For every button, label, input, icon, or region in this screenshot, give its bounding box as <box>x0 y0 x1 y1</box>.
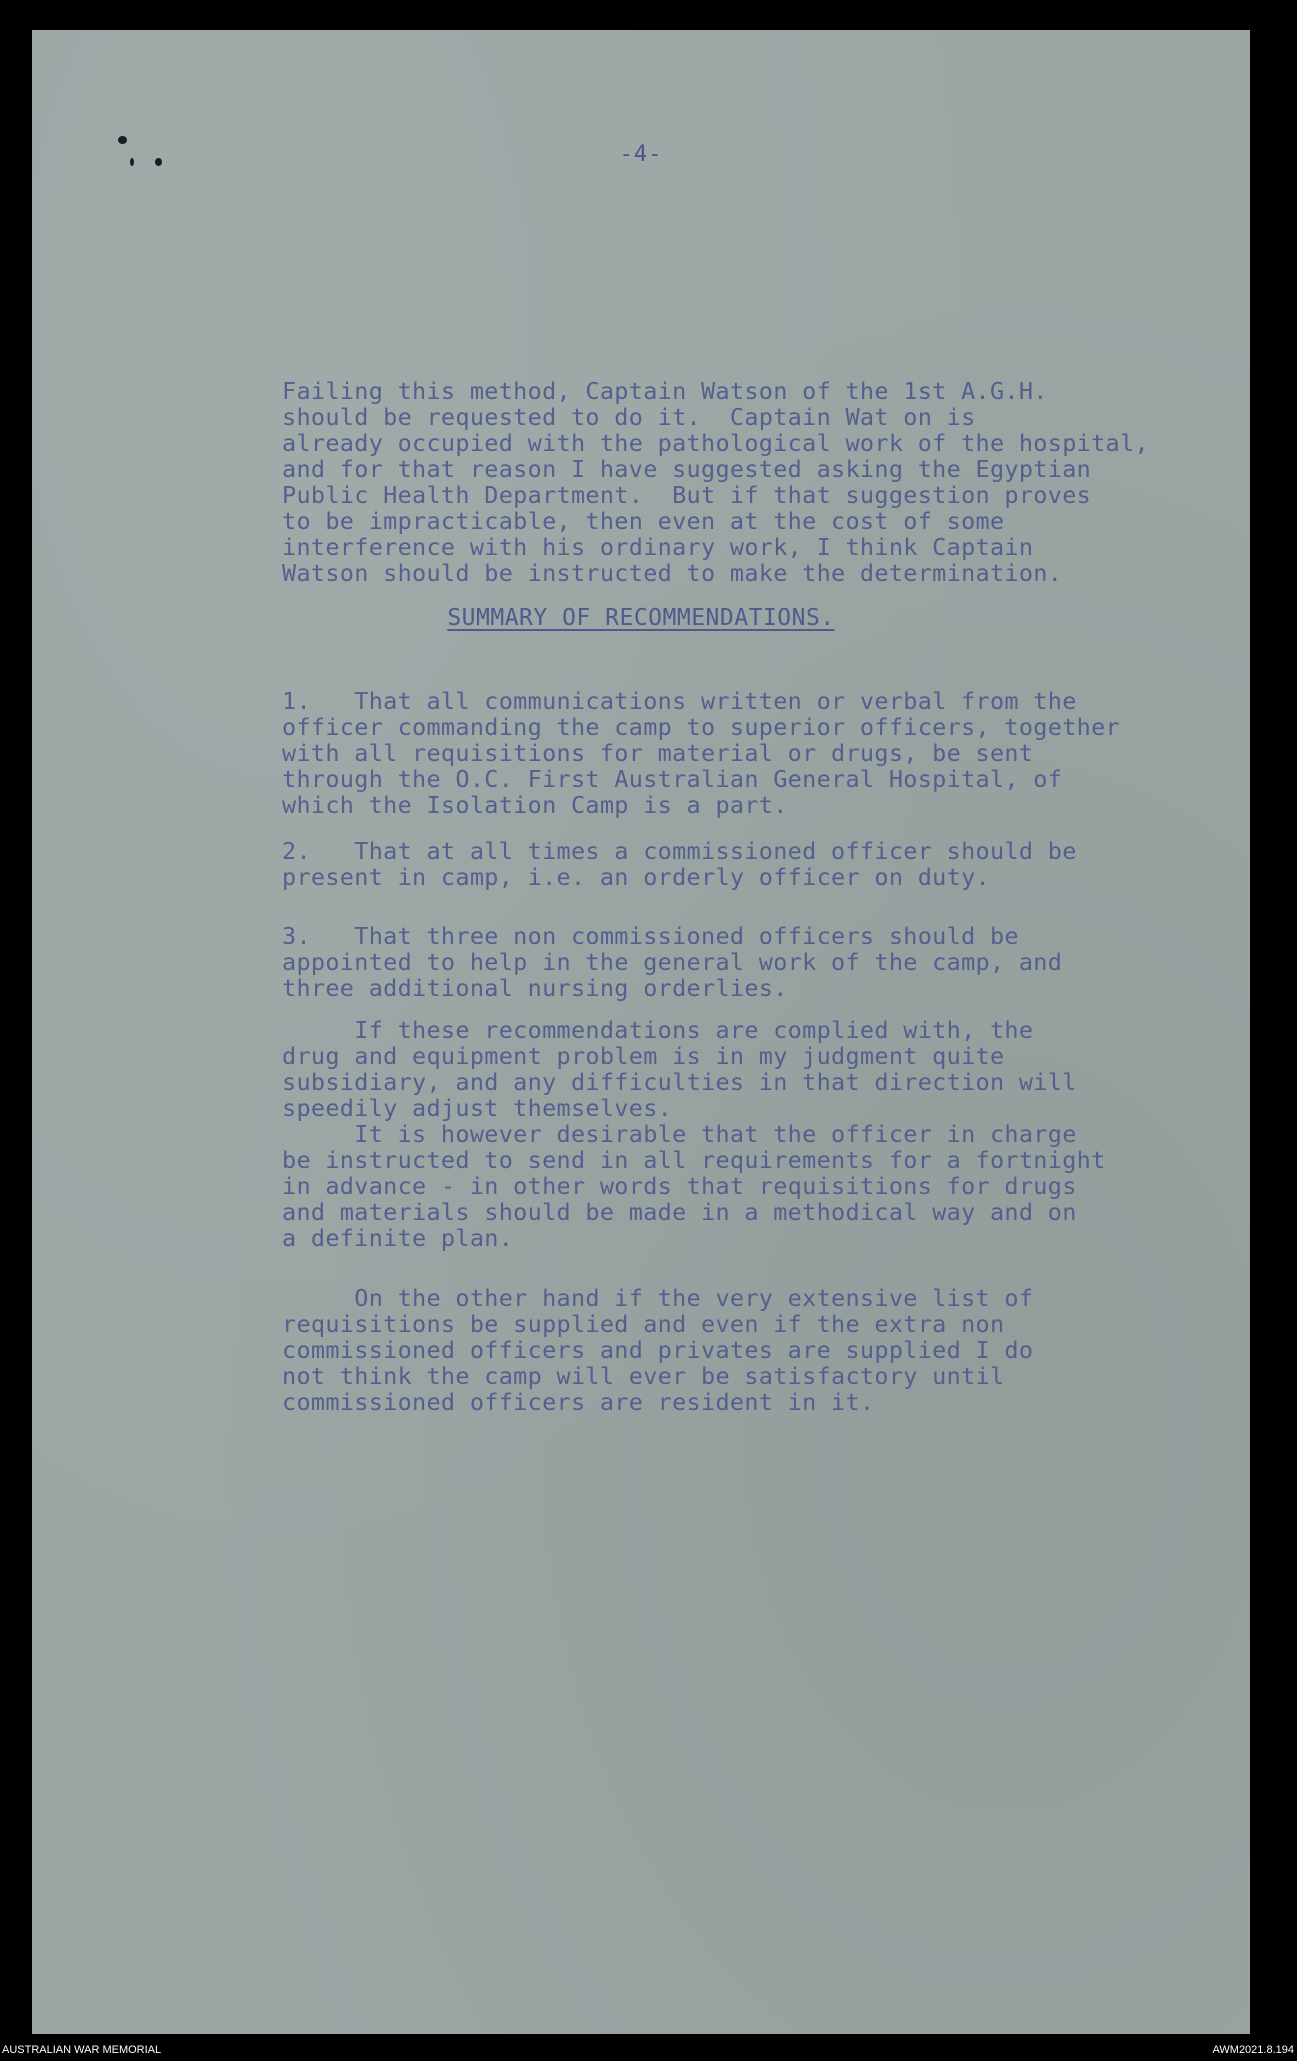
text-line: subsidiary, and any difficulties in that direction will <box>282 1068 1077 1096</box>
text-line: which the Isolation Camp is a part. <box>282 791 788 819</box>
recommendation-2 <box>282 838 1222 890</box>
text-line: On the other hand if the very extensive list of <box>282 1284 1034 1312</box>
text-line: and for that reason I have suggested asking the Egyptian <box>282 455 1092 483</box>
text-line: If these recommendations are complied with, the <box>282 1016 1034 1044</box>
text-line: not think the camp will ever be satisfactory until <box>282 1362 1005 1390</box>
footer-accession-number: AWM2021.8.194 <box>1212 2044 1294 2056</box>
paragraph-compliance <box>282 1017 1222 1251</box>
text-line: commissioned officers are resident in it. <box>282 1388 875 1416</box>
text-line: 3. That three non commissioned officers should be <box>282 922 1019 950</box>
text-line: present in camp, i.e. an orderly officer on duty. <box>282 863 990 891</box>
text-line: interference with his ordinary work, I think Captain <box>282 533 1034 561</box>
text-line: drug and equipment problem is in my judgment quite <box>282 1042 1005 1070</box>
text-line: speedily adjust themselves. <box>282 1094 673 1122</box>
text-line: a definite plan. <box>282 1224 514 1252</box>
text-line: Failing this method, Captain Watson of the 1st A.G.H. <box>282 377 1048 405</box>
text-line: commissioned officers and privates are supplied I do <box>282 1336 1034 1364</box>
recommendation-1 <box>282 688 1222 818</box>
text-line: 1. That all communications written or verbal from the <box>282 687 1077 715</box>
page-number: -4- <box>619 142 663 167</box>
text-line: already occupied with the pathological work of the hospital, <box>282 429 1149 457</box>
text-line: three additional nursing orderlies. <box>282 974 788 1002</box>
text-line: requisitions be supplied and even if the extra non <box>282 1310 1005 1338</box>
footer-credit: AUSTRALIAN WAR MEMORIAL <box>2 2044 162 2056</box>
text-line: to be impracticable, then even at the cost of some <box>282 507 1005 535</box>
text-line: with all requisitions for material or drugs, be sent <box>282 739 1034 767</box>
text-line: 2. That at all times a commissioned officer should be <box>282 837 1077 865</box>
text-line: Public Health Department. But if that suggestion proves <box>282 481 1092 509</box>
document-page <box>32 30 1250 2034</box>
text-line: officer commanding the camp to superior officers, together <box>282 713 1120 741</box>
summary-heading: SUMMARY OF RECOMMENDATIONS. <box>447 605 835 631</box>
text-line: in advance - in other words that requisitions for drugs <box>282 1172 1077 1200</box>
text-line: through the O.C. First Australian General Hospital, of <box>282 765 1063 793</box>
text-line: and materials should be made in a methodical way and on <box>282 1198 1077 1226</box>
paragraph-final <box>282 1285 1222 1415</box>
text-line: Watson should be instructed to make the determination. <box>282 559 1063 587</box>
text-line: It is however desirable that the officer in charge <box>282 1120 1077 1148</box>
recommendation-3 <box>282 923 1222 1001</box>
paragraph-failing-method <box>282 378 1222 586</box>
text-line: be instructed to send in all requirements for a fortnight <box>282 1146 1106 1174</box>
text-line: appointed to help in the general work of the camp, and <box>282 948 1063 976</box>
text-line: should be requested to do it. Captain Wat on is <box>282 403 976 431</box>
